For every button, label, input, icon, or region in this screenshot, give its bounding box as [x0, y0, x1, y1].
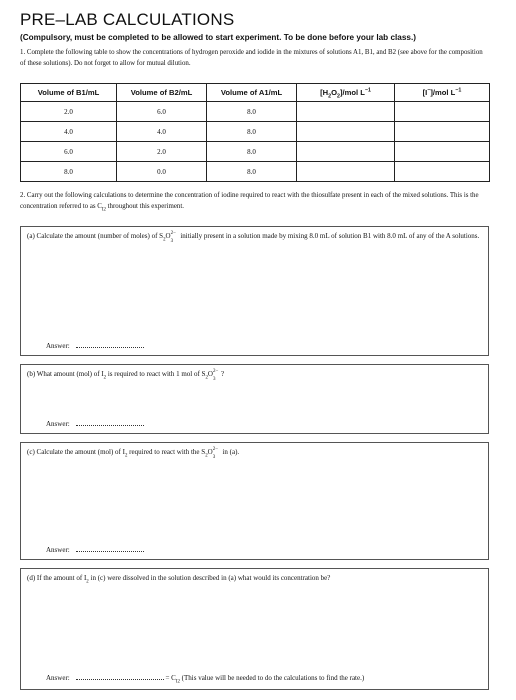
cell-b2: 4.0 [117, 122, 207, 142]
question-a-box [20, 226, 489, 356]
cell-b1: 4.0 [21, 122, 117, 142]
header-h2o2-concentration: $[H_2O_2]$/mol $L^{-1}$ [297, 84, 395, 102]
header-volume-b2: Volume of B2/mL [117, 84, 207, 102]
cell-h2o2-blank[interactable] [297, 122, 395, 142]
question-a-text: (a) Calculate the amount (number of moles) of $S_2O$ 2− 3 initially present in a solution made by mixing 8.0 mL of solution B1 with 8.0 mL of any of the A solutions. [27, 230, 480, 244]
cell-b1: 8.0 [21, 162, 117, 182]
concentration-table [20, 83, 490, 182]
page-title: PRE–LAB CALCULATIONS [20, 10, 235, 29]
question-c-text: (c) Calculate the amount (mol) of $I_2$ required to react with the $S_2O$ 2− 3 in (a). [27, 446, 240, 460]
cell-iodide-blank[interactable] [395, 102, 490, 122]
cell-b1: 6.0 [21, 142, 117, 162]
cell-h2o2-blank[interactable] [297, 102, 395, 122]
cell-iodide-blank[interactable] [395, 142, 490, 162]
question-b-text: (b) What amount (mol) of $I_2$ is required to react with 1 mol of $S_2O$ 2− 3 ? [27, 368, 225, 382]
answer-d-blank[interactable] [76, 673, 164, 680]
cell-a1: 8.0 [207, 162, 297, 182]
cell-a1: 8.0 [207, 122, 297, 142]
answer-c: Answer: [46, 545, 144, 554]
header-volume-a1: Volume of A1/mL [207, 84, 297, 102]
answer-d: Answer: = $C_{I2}$ (This value will be needed to do the calculations to find the rate.) [46, 674, 365, 685]
header-iodide-concentration: [I−]/mol $L^{-1}$ [395, 84, 490, 102]
table-row [21, 102, 490, 122]
header-volume-b1: Volume of B1/mL [21, 84, 117, 102]
table-row [21, 142, 490, 162]
question-d-box [20, 568, 489, 690]
table-row [21, 122, 490, 142]
cell-b1: 2.0 [21, 102, 117, 122]
answer-a-blank[interactable] [76, 341, 144, 348]
cell-iodide-blank[interactable] [395, 162, 490, 182]
cell-b2: 6.0 [117, 102, 207, 122]
cell-iodide-blank[interactable] [395, 122, 490, 142]
table-header-row [21, 84, 490, 102]
cell-a1: 8.0 [207, 102, 297, 122]
answer-b: Answer: [46, 419, 144, 428]
cell-a1: 8.0 [207, 142, 297, 162]
answer-a: Answer: [46, 341, 144, 350]
question-d-text: (d) If the amount of $I_2$ in (c) were dissolved in the solution described in (a) what would its concentration be? [27, 574, 331, 585]
section-1-instructions: 1. Complete the following table to show the concentrations of hydrogen peroxide and iodide in the mixtures of solutions A1, B1, and B2 (see above for the composition of these solutions). Do not forget to allow for mutual dilution. [20, 49, 483, 67]
section-2-instructions: 2. Carry out the following calculations to determine the concentration of iodine required to react with the thiosulfate present in each of the mixed solutions. This is the concentration referred to as $C_{I2}$ throughout this experiment. [20, 192, 479, 213]
question-b-box [20, 364, 489, 434]
cell-b2: 2.0 [117, 142, 207, 162]
question-c-box [20, 442, 489, 560]
table-row [21, 162, 490, 182]
cell-h2o2-blank[interactable] [297, 142, 395, 162]
page-subtitle: (Compulsory, must be completed to be allowed to start experiment. To be done before your lab class.) [20, 33, 416, 42]
answer-b-blank[interactable] [76, 419, 144, 426]
cell-b2: 0.0 [117, 162, 207, 182]
cell-h2o2-blank[interactable] [297, 162, 395, 182]
answer-c-blank[interactable] [76, 545, 144, 552]
